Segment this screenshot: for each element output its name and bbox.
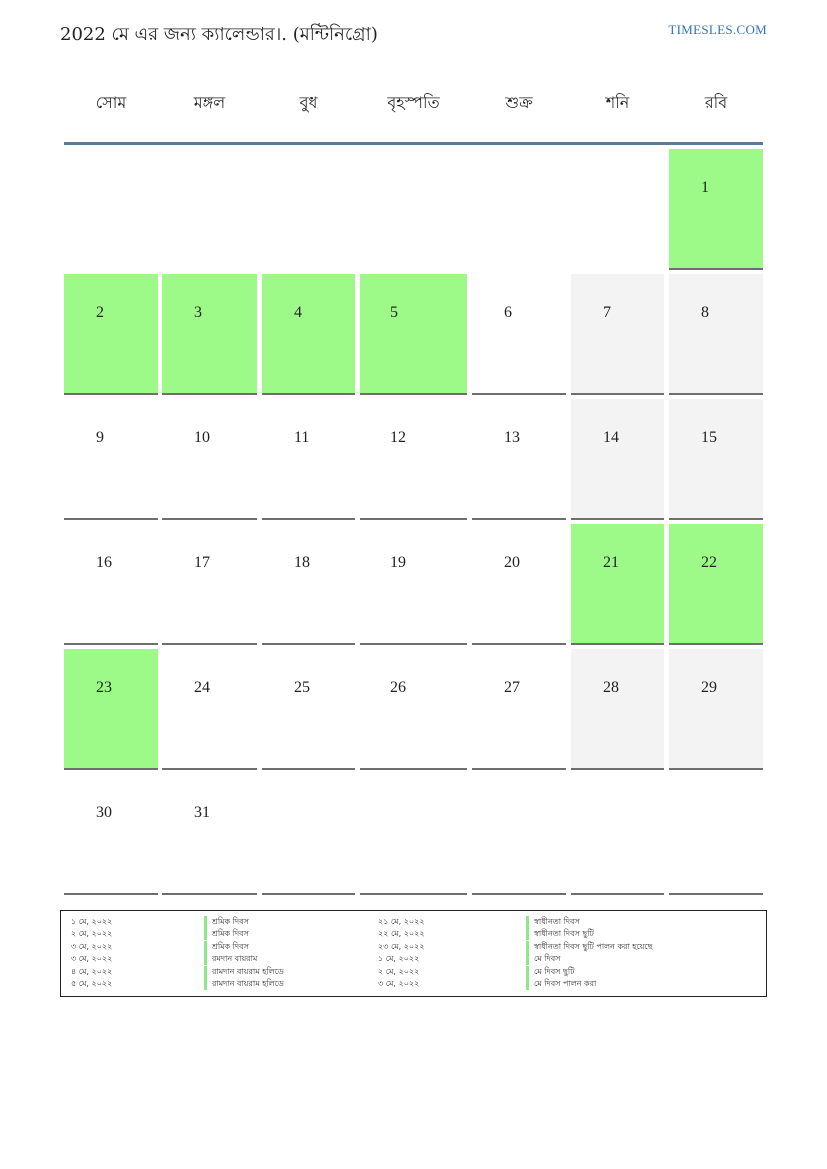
legend-holiday-name: শ্রমিক দিবস [204, 916, 249, 928]
legend-date: ৩ মে, ২০২২ [378, 979, 420, 988]
legend-date: ৩ মে, ২০২২ [71, 941, 113, 951]
day-number: 10 [194, 429, 210, 446]
day-cell[interactable] [669, 274, 763, 395]
day-number: 13 [504, 429, 520, 446]
day-cell[interactable] [472, 274, 566, 395]
holiday-day-cell[interactable] [262, 274, 355, 395]
day-number: 30 [96, 804, 112, 821]
empty-day-cell [669, 774, 763, 895]
day-number: 16 [96, 554, 112, 571]
day-number: 5 [390, 304, 398, 321]
day-cell[interactable] [162, 399, 257, 520]
legend-date: ৫ মে, ২০২২ [71, 979, 113, 988]
holiday-day-cell[interactable] [64, 649, 158, 770]
day-cell[interactable] [472, 524, 566, 645]
legend-holiday-name: রমদান বায়রাম [204, 953, 257, 965]
day-cell[interactable] [571, 274, 664, 395]
day-number: 17 [194, 554, 210, 571]
holiday-legend [60, 910, 767, 997]
legend-holiday-name: স্বাধীনতা দিবস [526, 916, 580, 928]
day-cell[interactable] [262, 649, 355, 770]
legend-date: ২২ মে, ২০২২ [378, 929, 425, 939]
legend-date: ৩ মে, ২০২২ [71, 954, 113, 964]
day-number: 29 [701, 679, 717, 696]
day-number: 21 [603, 554, 619, 571]
day-cell[interactable] [162, 524, 257, 645]
day-cell[interactable] [64, 399, 158, 520]
day-number: 15 [701, 429, 717, 446]
weekday-label: বুধ [299, 93, 318, 112]
legend-holiday-name: শ্রমিক দিবস [204, 941, 249, 953]
weekday-label: সোম [95, 93, 127, 112]
legend-holiday-name: মে দিবস পালন করা [526, 978, 596, 990]
legend-date: ৪ মে, ২০২২ [71, 966, 113, 976]
day-cell[interactable] [262, 399, 355, 520]
day-number: 26 [390, 679, 406, 696]
weekday-label: শুক্র [505, 93, 533, 112]
holiday-day-cell[interactable] [669, 524, 763, 645]
holiday-day-cell[interactable] [64, 274, 158, 395]
day-cell[interactable] [571, 399, 664, 520]
day-number: 7 [603, 304, 611, 321]
day-cell[interactable] [360, 524, 467, 645]
empty-day-cell [360, 774, 467, 895]
legend-holiday-name: রামদান বায়রাম হলিডে [204, 966, 284, 978]
holiday-day-cell[interactable] [360, 274, 467, 395]
day-number: 2 [96, 304, 104, 321]
legend-date: ১ মে, ২০২২ [378, 954, 420, 964]
page-title: 2022 মে এর জন্য ক্যালেন্ডার।. (মন্টিনিগ্রো) [60, 24, 378, 45]
day-number: 8 [701, 304, 709, 321]
weekday-label: মঙ্গল [193, 93, 226, 112]
day-number: 14 [603, 429, 619, 446]
day-number: 18 [294, 554, 310, 571]
site-link[interactable]: TIMESLES.COM [668, 22, 767, 37]
legend-holiday-name: মে দিবস ছুটি [526, 966, 575, 978]
empty-day-cell [472, 774, 566, 895]
day-number: 1 [701, 179, 709, 196]
day-number: 20 [504, 554, 520, 571]
legend-date: ২১ মে, ২০২২ [378, 917, 425, 926]
weekday-label: শনি [605, 93, 630, 112]
empty-day-cell [571, 774, 664, 895]
weekday-label: রবি [704, 93, 728, 112]
day-number: 31 [194, 804, 210, 821]
day-cell[interactable] [64, 524, 158, 645]
day-number: 3 [194, 304, 202, 321]
day-number: 6 [504, 304, 512, 321]
day-number: 19 [390, 554, 406, 571]
day-number: 11 [294, 429, 310, 446]
legend-date: ২৩ মে, ২০২২ [378, 941, 425, 951]
day-number: 22 [701, 554, 717, 571]
holiday-day-cell[interactable] [571, 524, 664, 645]
legend-holiday-name: শ্রমিক দিবস [204, 928, 249, 940]
empty-day-cell [262, 774, 355, 895]
day-cell[interactable] [360, 649, 467, 770]
legend-holiday-name: মে দিবস [526, 953, 560, 965]
day-number: 24 [194, 679, 210, 696]
legend-holiday-name: রামদান বায়রাম হলিডে [204, 978, 284, 990]
day-number: 12 [390, 429, 406, 446]
legend-holiday-name: স্বাধীনতা দিবস ছুটি পালন করা হয়েছে [526, 941, 653, 953]
header-divider [64, 142, 763, 145]
day-cell[interactable] [571, 649, 664, 770]
day-cell[interactable] [360, 399, 467, 520]
day-cell[interactable] [669, 649, 763, 770]
day-number: 4 [294, 304, 302, 321]
day-cell[interactable] [162, 774, 257, 895]
day-number: 28 [603, 679, 619, 696]
day-number: 9 [96, 429, 104, 446]
holiday-day-cell[interactable] [162, 274, 257, 395]
legend-date: ২ মে, ২০২২ [378, 966, 420, 976]
day-cell[interactable] [162, 649, 257, 770]
day-cell[interactable] [669, 399, 763, 520]
day-number: 25 [294, 679, 310, 696]
weekday-label: বৃহস্পতি [387, 93, 440, 112]
legend-date: ১ মে, ২০২২ [71, 917, 113, 926]
holiday-day-cell[interactable] [669, 149, 763, 270]
day-number: 27 [504, 679, 520, 696]
day-number: 23 [96, 679, 112, 696]
day-cell[interactable] [472, 649, 566, 770]
day-cell[interactable] [64, 774, 158, 895]
weekday-header-row [0, 88, 827, 118]
day-cell[interactable] [262, 524, 355, 645]
legend-date: ২ মে, ২০২২ [71, 929, 113, 939]
legend-holiday-name: স্বাধীনতা দিবস ছুটি [526, 928, 594, 940]
day-cell[interactable] [472, 399, 566, 520]
